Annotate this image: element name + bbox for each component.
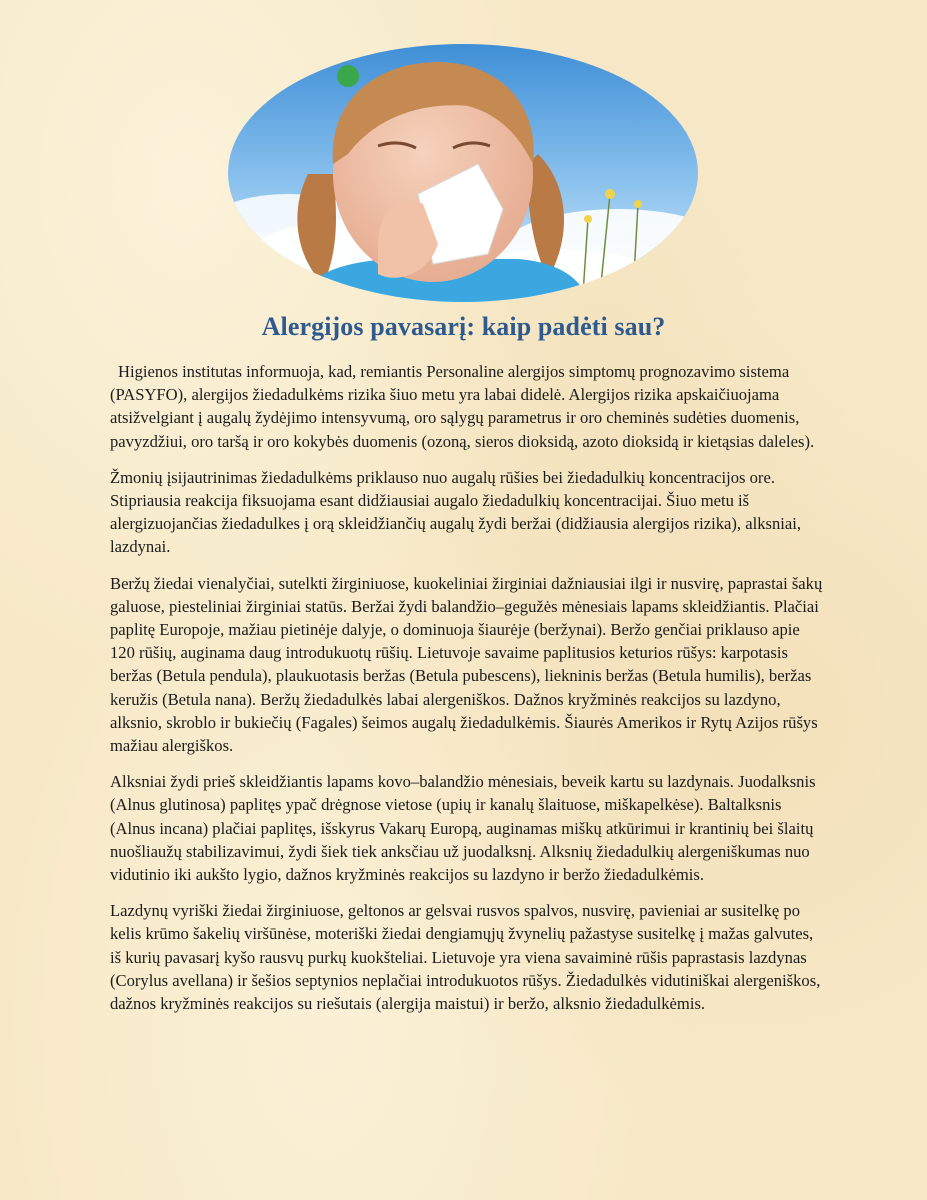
paragraph-hazel: Lazdynų vyriški žiedai žirginiuose, geltonos ar gelsvai rusvos spalvos, nusvirę, pavieniai ar susitelkę po kelis krūmo šakelių viršūnėse, moteriški žiedai dengiamųjų žvynelių pažastyse susitelkę į mažas galvutes, iš kurių pavasarį kyšo rausvų purkų kuokšteliai. Lietuvoje yra viena savaiminė rūšis paprastasis lazdynas (Corylus avellana) ir šešios septynios neplačiai introdukuotos rūšys. Žiedadulkės vidutiniškai alergeniškos, dažnos kryžminės reakcijos su riešutais (alergija maistui) ir beržo, alksnio žiedadulkėmis. (110, 901, 821, 1014)
paragraph-birch: Beržų žiedai vienalyčiai, sutelkti žirginiuose, kuokeliniai žirginiai dažniausiai ilgi ir nusvirę, paprastai šakų galuose, piesteliniai žirginiai statūs. Beržai žydi balandžio–gegužės mėnesiais lapams skleidžiantis. Plačiai paplitę Europoje, mažiau pietinėje dalyje, o dominuoja šiaurėje (beržynai). Beržo genčiai priklauso apie 120 rūšių, auginama daug introdukuotų rūšių. Lietuvoje savaime paplitusios keturios rūšys: karpotasis beržas (Betula pendula), plaukuotasis beržas (Betula pubescens), liekninis beržas (Betula humilis), beržas keružis (Betula nana). Beržų žiedadulkės labai alergeniškos. Dažnos kryžminės reakcijos su lazdyno, alksnio, skroblo ir bukiečių (Fagales) šeimos augalų žiedadulkėmis. Šiaurės Amerikos ir Rytų Azijos rūšys mažiau alergiškos. (110, 573, 823, 756)
hero-vignette (228, 44, 698, 302)
article-title: Alergijos pavasarį: kaip padėti sau? (261, 312, 666, 341)
hero-photo (228, 44, 698, 302)
paragraph-sensitivity: Žmonių įsijautrinimas žiedadulkėms priklauso nuo augalų rūšies bei žiedadulkių koncentracijos ore. Stipriausia reakcija fiksuojama esant didžiausiai augalo žiedadulkių koncentracijai. Šiuo metu iš alergizuojančias žiedadulkes į orą skleidžiančių augalų žydi beržai (didžiausia alergijos rizika), alksniai, lazdynai. (110, 467, 801, 557)
article-body (110, 360, 825, 1028)
paragraph-intro: Higienos institutas informuoja, kad, remiantis Personaline alergijos simptomų prognozavimo sistema (PASYFO), alergijos žiedadulkėms rizika šiuo metu yra labai didelė. Alergijos rizika apskaičiuojama atsižvelgiant į augalų žydėjimo intensyvumą, oro sąlygų parametrus ir oro cheminės sudėties duomenis, pavyzdžiui, oro taršą ir oro kokybės duomenis (ozoną, sieros dioksidą, azoto dioksidą ir kietąsias daleles). (110, 362, 815, 451)
paragraph-alder: Alksniai žydi prieš skleidžiantis lapams kovo–balandžio mėnesiais, beveik kartu su lazdynais. Juodalksnis (Alnus glutinosa) paplitęs ypač drėgnose vietose (upių ir kanalų šlaituose, miškapelkėse). Baltalksnis (Alnus incana) plačiai paplitęs, išskyrus Vakarų Europą, auginamas miškų atkūrimui ir krantinių bei šlaitų nuošliaužų stabilizavimui, žydi šiek tiek anksčiau už juodalksnį. Alksnių žiedadulkių alergeniškumas nuo vidutinio iki aukšto lygio, dažnos kryžminės reakcijos su lazdyno ir beržo žiedadulkėmis. (110, 772, 816, 885)
